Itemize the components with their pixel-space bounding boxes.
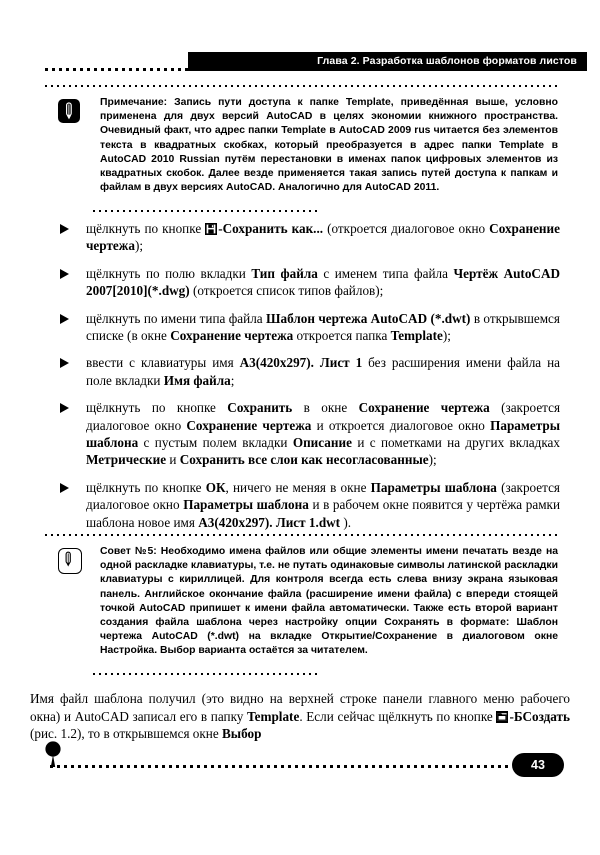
triangle-bullet-icon — [60, 314, 69, 324]
tip-text-3: в диалоговом окне — [437, 631, 558, 643]
step2-bold-2: Чертёж AutoCAD 2007[2010](*.dwg) — [86, 265, 560, 299]
step1-bold-2: Сохранение чертежа — [86, 221, 560, 254]
triangle-bullet-icon — [60, 483, 69, 493]
note-text — [100, 96, 558, 195]
closing-bold-3: Выбор — [222, 726, 262, 742]
tip-bottom-separator — [93, 673, 321, 675]
step3-text-3: откроется папка — [293, 328, 391, 344]
step5-text-6: и с пометками на других вкладках — [351, 435, 560, 451]
list-item — [58, 265, 560, 300]
tip-text-4: . Выбор варианта остаётся за читателем. — [154, 645, 368, 657]
list-item — [58, 220, 560, 255]
step5-bold-2: Сохранение чертежа — [358, 400, 490, 416]
closing-bold-1: Template — [247, 708, 300, 724]
step4-bold-2: Имя файла — [163, 372, 231, 388]
note-callout — [58, 96, 558, 195]
running-header-band — [188, 52, 587, 71]
tip-top-separator — [45, 534, 557, 536]
closing-paragraph — [30, 690, 570, 743]
step5-text-4: и откроется диалоговое окно — [311, 417, 491, 433]
step3-text-4: ); — [442, 328, 451, 344]
note-text-2: , приведённая выше, условно применена для двух версий AutoCAD в целях экономии книжного пространства. Очевидный факт, что адрес папки — [100, 97, 558, 137]
step6-text-4: и в рабочем окне появится у чертёжа рамки шаблона новое имя — [86, 497, 561, 530]
step5-text-7: и — [166, 452, 180, 468]
list-item — [58, 354, 560, 389]
list-item — [58, 479, 560, 531]
procedure-list — [58, 220, 560, 531]
step3-text-1: щёлкнуть по имени типа файла — [86, 310, 267, 326]
closing-text-1: Имя файл шаблона получил (это видно на верхней строке панели главного меню рабочего окна) и AutoCAD записал его в папку — [30, 691, 570, 724]
step6-bold-3: Параметры шаблона — [183, 497, 309, 513]
step2-text-2: с именем типа файла — [317, 265, 454, 281]
note-text-4: в AutoCAD 2010 Russian путём перестановки в именах папок цифровых элементов из квадратных скобок. Далее везде применяется такая запись путей доступа к папкам и файлам в двух версиях AutoCAD. Аналогично для AutoCAD 2011. — [100, 139, 558, 194]
closing-text-2: . Если сейчас щёлкнуть по кнопке — [299, 708, 497, 724]
header-dotted-rule-long — [45, 85, 557, 87]
step3-bold-3: Template — [390, 328, 443, 344]
pencil-icon — [58, 99, 80, 123]
step6-bold-1: ОК — [205, 479, 226, 495]
step3-bold-1: Шаблон чертежа AutoCAD (*.dwt) — [266, 310, 471, 326]
step5-bold-7: Сохранить все слои как несогласованные — [179, 452, 429, 468]
step6-text-1: щёлкнуть по кнопке — [86, 479, 206, 495]
step1-text-3: ); — [134, 238, 144, 254]
pencil-icon — [58, 548, 82, 574]
triangle-bullet-icon — [60, 403, 69, 413]
step4-text-1: ввести с клавиатуры имя — [86, 355, 240, 371]
note-bold-1: Template — [345, 97, 391, 108]
step2-text-3: (откроется список типов файлов); — [189, 283, 384, 299]
list-item — [58, 310, 560, 345]
note-text-1: Запись пути доступа к папке — [167, 97, 346, 108]
note-bold-3: Template — [499, 139, 545, 151]
note-text-3: в AutoCAD 2009 rus читается без элементов текста в квадратных скобках, который преобразуется в адрес папки — [100, 125, 558, 151]
step1-text-2: (откроется диалоговое окно — [323, 221, 490, 236]
tip-label: Совет №5: — [100, 546, 157, 557]
header-dotted-rule-short — [45, 68, 188, 71]
triangle-bullet-icon — [60, 358, 69, 368]
step6-bold-4: А3(420х297). Лист 1.dwt — [198, 514, 341, 530]
step4-bold-1: А3(420х297). Лист 1 — [239, 355, 363, 371]
closing-bold-2: -БСоздать — [509, 708, 571, 724]
note-bold-2: Template — [281, 125, 327, 137]
step5-text-1: щёлкнуть по кнопке — [86, 400, 228, 416]
step1-text-1: щёлкнуть по кнопке — [86, 221, 206, 236]
note-bottom-separator — [93, 210, 321, 212]
chapter-title: Глава 2. Разработка шаблонов форматов листов — [317, 55, 577, 67]
step3-text-2: в открывшемся списке (в окне — [86, 310, 560, 344]
step6-text-5: ). — [340, 514, 352, 530]
step5-bold-3: Сохранение чертежа — [186, 417, 312, 433]
page-number-badge: 43 — [512, 753, 564, 777]
footer-dotted-rule — [50, 765, 512, 768]
step5-text-5: с пустым полем вкладки — [138, 435, 293, 451]
step5-bold-1: Сохранить — [227, 400, 293, 416]
step6-bold-2: Параметры шаблона — [370, 479, 497, 495]
new-file-icon[interactable] — [496, 711, 508, 723]
step5-bold-6: Метрические — [86, 452, 167, 468]
step5-bold-5: Описание — [292, 435, 352, 451]
tip-callout — [58, 545, 558, 659]
tip-text — [100, 545, 558, 659]
step5-text-2: в окне — [292, 400, 359, 416]
triangle-bullet-icon — [60, 269, 69, 279]
step5-text-3: (закроется диалоговое окно — [86, 400, 561, 433]
step1-bold-1: -Сохранить как... — [218, 221, 324, 236]
tip-bold-3: Настройка — [100, 645, 155, 657]
tip-bold-2: Открытие/Сохранение — [321, 631, 438, 643]
tip-bold-1: Сохранять в формате: Шаблон чертежа AutoCAD (*.dwt) — [100, 617, 558, 643]
step6-text-2: , ничего не меняя в окне — [225, 479, 371, 495]
save-as-icon[interactable] — [205, 223, 217, 235]
triangle-bullet-icon — [60, 224, 69, 234]
note-label: Примечание: — [100, 97, 168, 108]
step5-text-8: ); — [428, 452, 437, 468]
step3-bold-2: Сохранение чертежа — [170, 328, 294, 344]
step4-text-3: ; — [230, 372, 235, 388]
closing-text-3: (рис. 1.2), то в открывшемся окне — [30, 726, 223, 742]
step2-bold-1: Тип файла — [251, 265, 318, 281]
step5-bold-4: Параметры шаблона — [86, 417, 560, 451]
list-item — [58, 399, 560, 469]
step2-text-1: щёлкнуть по полю вкладки — [86, 265, 252, 281]
step6-text-3: (закроется диалоговое окно — [86, 479, 560, 513]
tip-text-2: на вкладке — [239, 631, 322, 643]
tip-text-1: Необходимо имена файлов или общие элементы имени печатать везде на одной раскладке клавиатуры, т.е. не путать одинаковые символы латинской раскладки клавиатуры с кириллицей. Для контроля всегда есть слева внизу экрана языковая панель. Английское окончание файла (расширение имени файла) с впереди стоящей точкой AutoCAD припишет к имени файла автоматически. Также есть второй вариант создания файла шаблона через настройку опции — [100, 546, 558, 629]
step4-text-2: без расширения имени файла на поле вкладки — [86, 355, 560, 388]
